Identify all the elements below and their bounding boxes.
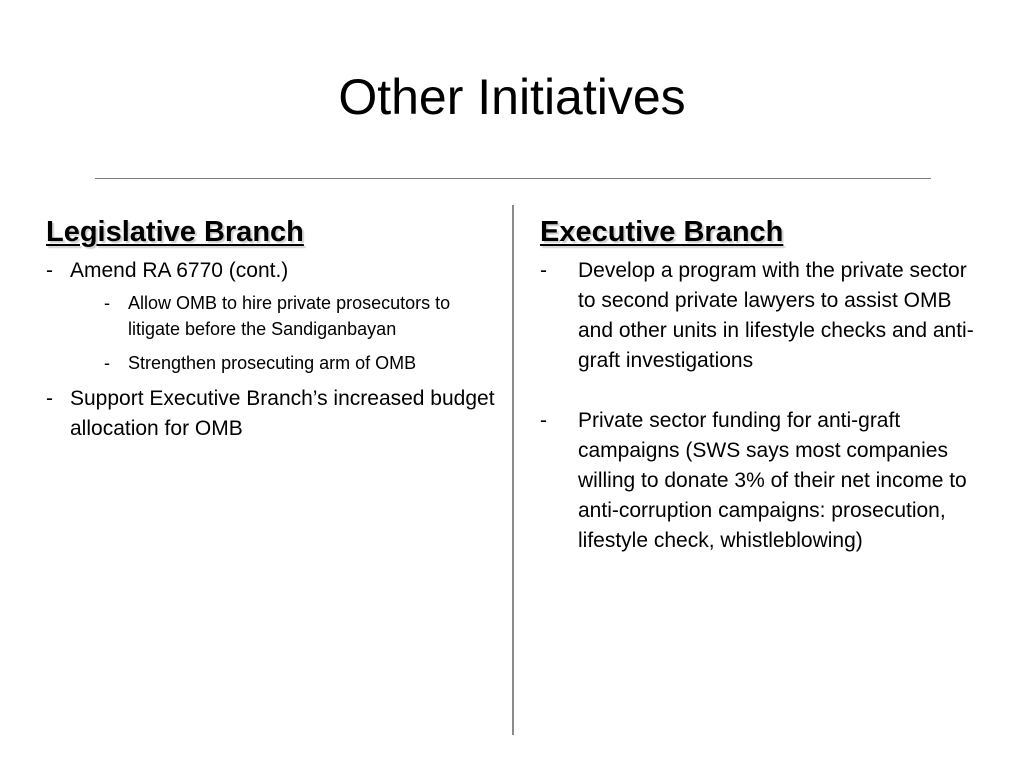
list-item [540,406,980,556]
slide-title: Other Initiatives [338,69,686,125]
list-item [46,256,506,376]
legislative-heading: Legislative Branch [46,216,304,248]
list-item-text: Support Executive Branch’s increased budget allocation for OMB [70,387,495,440]
sub-list-item-text: Allow OMB to hire private prosecutors to litigate before the Sandiganbayan [128,293,451,339]
list-item [46,384,506,444]
list-item-text: Amend RA 6770 (cont.) [70,259,289,282]
bullet-marker: - [104,293,110,313]
title-divider [95,178,931,179]
executive-heading: Executive Branch [540,216,784,248]
bullet-marker: - [46,387,53,410]
bullet-marker: - [46,259,53,282]
sub-list [70,290,506,376]
list-item-text: Private sector funding for anti-graft campaigns (SWS says most companies willing to donate 3% of their net income to anti-corruption campaigns: prosecution, lifestyle check, whistleblowing) [578,409,967,552]
legislative-column [46,213,506,444]
sub-list-item-text: Strengthen prosecuting arm of OMB [128,353,417,373]
bullet-marker: - [540,259,547,282]
executive-column [540,213,980,556]
bullet-marker: - [104,353,110,373]
sub-list-item [70,290,506,342]
legislative-list [46,256,506,444]
sub-list-item [70,350,506,376]
list-item [540,256,980,376]
list-item-text: Develop a program with the private sector to second private lawyers to assist OMB and other units in lifestyle checks and anti-graft investigations [578,259,974,372]
executive-list [540,256,980,556]
bullet-marker: - [540,409,547,432]
column-divider [512,205,514,735]
